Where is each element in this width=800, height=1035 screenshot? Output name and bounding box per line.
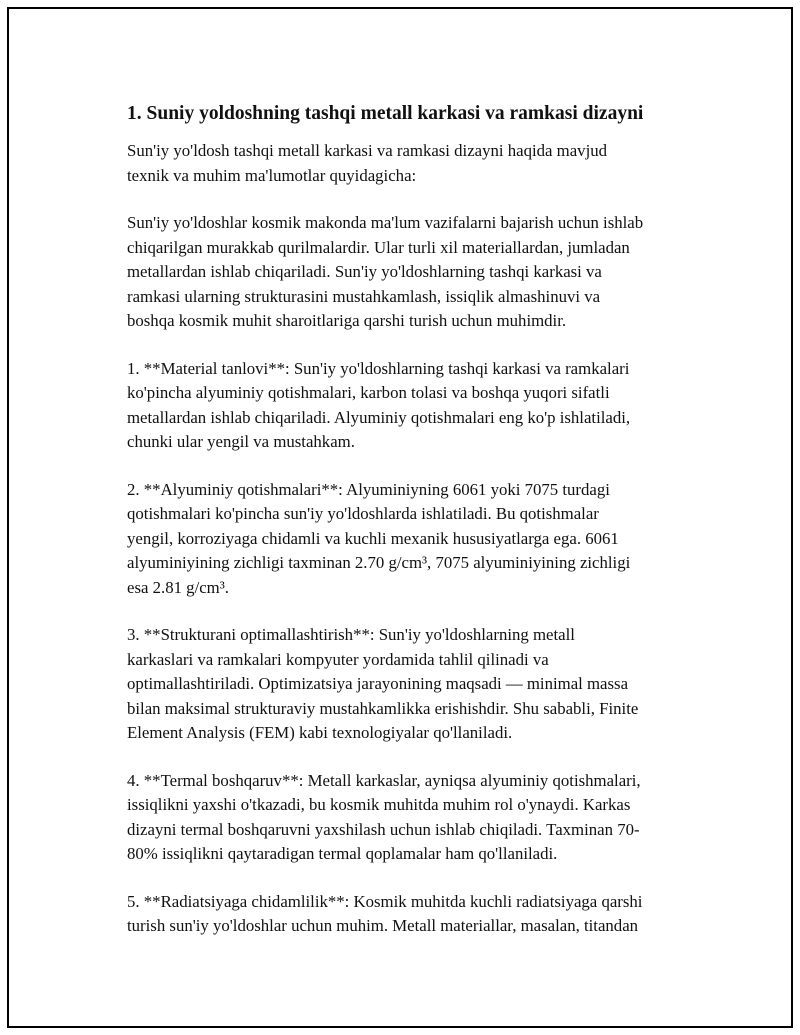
text-line: qotishmalari ko'pincha sun'iy yo'ldoshlarda ishlatiladi. Bu qotishmalar — [127, 504, 599, 523]
text-line: 4. **Termal boshqaruv**: Metall karkaslar, ayniqsa alyuminiy qotishmalari, — [127, 770, 641, 790]
text-line: yengil, korroziyaga chidamli va kuchli mexanik hususiyatlarga ega. 6061 — [127, 528, 619, 548]
text-line: ko'pincha alyuminiy qotishmalari, karbon tolasi va boshqa yuqori sifatli — [127, 383, 610, 402]
paragraph — [127, 890, 707, 939]
text-line: 1. **Material tanlovi**: Sun'iy yo'ldoshlarning tashqi karkasi va ramkalari — [127, 358, 630, 378]
text-line: bilan maksimal strukturaviy mustahkamlikka erishishdir. Shu sababli, Finite — [127, 698, 639, 718]
paragraph — [127, 139, 707, 188]
text-line: 80% issiqlikni qaytaradigan termal qoplamalar ham qo'llaniladi. — [127, 844, 558, 863]
text-line: optimallashtiriladi. Optimizatsiya jarayonining maqsadi — minimal massa — [127, 674, 629, 693]
text-line: alyuminiyining zichligi taxminan 2.70 g/cm³, 7075 alyuminiyining zichligi — [127, 553, 631, 572]
page-frame — [7, 7, 793, 1028]
paragraph-list — [127, 139, 707, 939]
text-line: chunki ular yengil va mustahkam. — [127, 432, 355, 451]
paragraph — [127, 623, 707, 746]
text-line: Sun'iy yo'ldosh tashqi metall karkasi va ramkasi dizayni haqida mavjud — [127, 141, 608, 160]
text-line: issiqlikni yaxshi o'tkazadi, bu kosmik muhitda muhim rol o'ynaydi. Karkas — [127, 795, 631, 814]
text-line: ramkasi ularning strukturasini mustahkamlash, issiqlik almashinuvi va — [127, 286, 601, 306]
text-line: turish sun'iy yo'ldoshlar uchun muhim. Metall materiallar, masalan, titandan — [127, 916, 639, 935]
text-line: dizayni termal boshqaruvni yaxshilash uchun ishlab chiqiladi. Taxminan 70- — [127, 819, 640, 839]
document-title: 1. Suniy yoldoshning tashqi metall karkasi va ramkasi dizayni — [127, 103, 644, 124]
paragraph — [127, 769, 707, 867]
paragraph — [127, 211, 707, 334]
text-line: 5. **Radiatsiyaga chidamlilik**: Kosmik muhitda kuchli radiatsiyaga qarshi — [127, 891, 643, 911]
text-line: esa 2.81 g/cm³. — [127, 577, 229, 597]
text-line: metallardan ishlab chiqariladi. Sun'iy yo'ldoshlarning tashqi karkasi va — [127, 262, 602, 281]
text-line: karkaslari va ramkalari kompyuter yordamida tahlil qilinadi va — [127, 649, 549, 669]
text-line: 2. **Alyuminiy qotishmalari**: Alyuminiyning 6061 yoki 7075 turdagi — [127, 479, 610, 499]
text-line: texnik va muhim ma'lumotlar quyidagicha: — [127, 165, 417, 185]
document-body — [127, 101, 707, 962]
text-line: boshqa kosmik muhit sharoitlariga qarshi turish uchun muhimdir. — [127, 311, 567, 330]
paragraph — [127, 357, 707, 455]
text-line: Sun'iy yo'ldoshlar kosmik makonda ma'lum vazifalarni bajarish uchun ishlab — [127, 213, 644, 232]
text-line: chiqarilgan murakkab qurilmalardir. Ular turli xil materiallardan, jumladan — [127, 237, 630, 257]
text-line: Element Analysis (FEM) kabi texnologiyalar qo'llaniladi. — [127, 723, 513, 742]
paragraph — [127, 478, 707, 601]
text-line: 3. **Strukturani optimallashtirish**: Sun'iy yo'ldoshlarning metall — [127, 625, 575, 644]
text-line: metallardan ishlab chiqariladi. Alyuminiy qotishmalari eng ko'p ishlatiladi, — [127, 407, 631, 427]
